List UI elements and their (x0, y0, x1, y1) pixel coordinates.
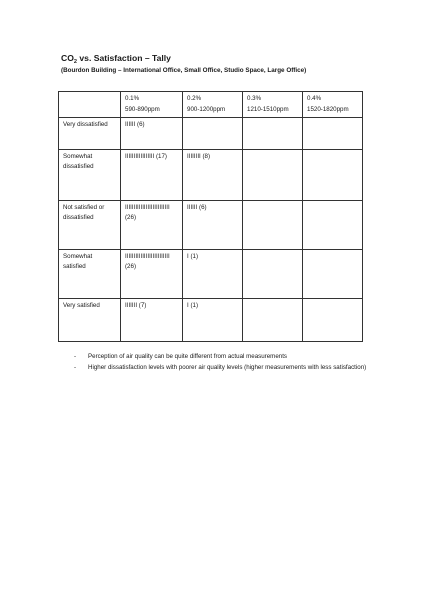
page-title (61, 53, 171, 63)
tally-cell: IIIIII (6) (183, 201, 243, 250)
header-cell (243, 92, 303, 118)
header-percent: 0.3% (247, 95, 262, 102)
tally-cell: IIIIIIIIIIIIIIIIIIIIIIIIII (26) (121, 201, 183, 250)
title-rest: vs. Satisfaction – Tally (77, 53, 171, 63)
tally-cell (243, 250, 303, 299)
row-label: Somewhat satisfied (59, 250, 121, 299)
tally-cell (303, 201, 363, 250)
tally-cell: IIIIIIIIIIIIIIIIIIIIIIIIII (26) (121, 250, 183, 299)
header-range: 1210-1510ppm (247, 106, 289, 113)
tally-cell (243, 201, 303, 250)
table-row (59, 118, 363, 150)
table-row (59, 150, 363, 201)
bullet-dash: - (74, 353, 77, 360)
title-subscript: 2 (73, 59, 78, 65)
tally-cell (243, 150, 303, 201)
notes-list (74, 351, 374, 373)
header-cell (121, 92, 183, 118)
list-item (74, 362, 374, 373)
table-row (59, 250, 363, 299)
tally-cell: I (1) (183, 299, 243, 342)
header-percent: 0.4% (307, 95, 322, 102)
tally-cell: IIIIIII (7) (121, 299, 183, 342)
header-range: 900-1200ppm (187, 106, 226, 113)
page-subtitle: (Bourdon Building – International Office, Small Office, Studio Space, Large Office) (61, 67, 307, 74)
header-cell-corner (59, 92, 121, 118)
table-header-row (59, 92, 363, 118)
tally-cell (243, 118, 303, 150)
note-text: Higher dissatisfaction levels with poorer air quality levels (higher measurements with less satisfaction) (88, 364, 367, 371)
tally-table (58, 91, 363, 342)
row-label: Very satisfied (59, 299, 121, 342)
tally-cell: IIIIIIIIIIIIIIIII (17) (121, 150, 183, 201)
title-main: CO (61, 53, 74, 63)
table-row (59, 201, 363, 250)
tally-cell (303, 118, 363, 150)
row-label: Very dissatisfied (59, 118, 121, 150)
bullet-dash: - (74, 364, 77, 371)
tally-cell: IIIIIIII (8) (183, 150, 243, 201)
tally-cell: I (1) (183, 250, 243, 299)
header-range: 1520-1820ppm (307, 106, 349, 113)
header-cell (183, 92, 243, 118)
tally-cell (243, 299, 303, 342)
row-label: Not satisfied or dissatisfied (59, 201, 121, 250)
tally-cell: IIIIII (6) (121, 118, 183, 150)
note-text: Perception of air quality can be quite different from actual measurements (88, 353, 288, 360)
header-percent: 0.2% (187, 95, 202, 102)
row-label: Somewhat dissatisfied (59, 150, 121, 201)
tally-cell (183, 118, 243, 150)
tally-cell (303, 299, 363, 342)
header-cell (303, 92, 363, 118)
header-range: 590-890ppm (125, 106, 160, 113)
table-row (59, 299, 363, 342)
list-item (74, 351, 374, 362)
header-percent: 0.1% (125, 95, 140, 102)
tally-cell (303, 150, 363, 201)
tally-cell (303, 250, 363, 299)
